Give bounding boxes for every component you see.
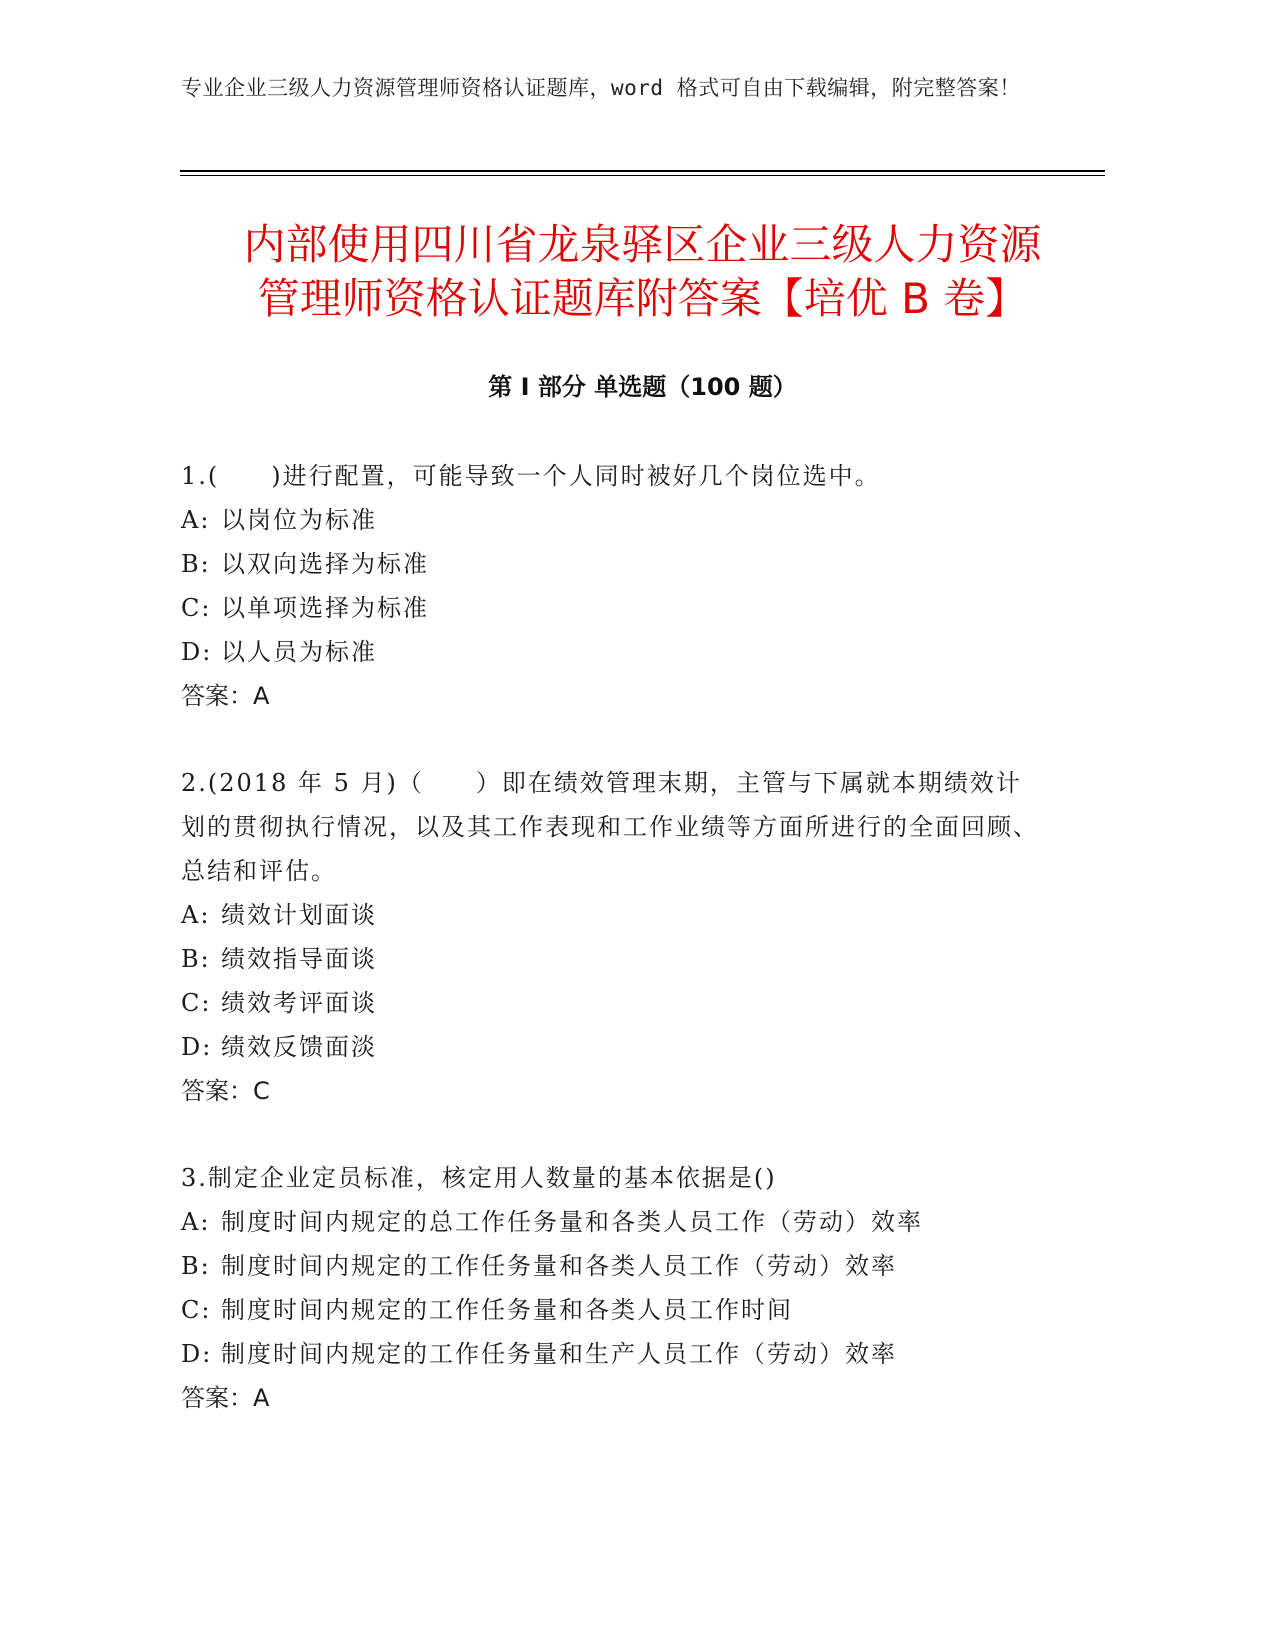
question-option — [181, 630, 1041, 674]
question-answer: 答案：C — [181, 1077, 270, 1105]
option-text: 绩效指导面谈 — [221, 945, 377, 973]
question-option — [181, 981, 1041, 1025]
question-item — [181, 1156, 1041, 1420]
question-item — [181, 454, 1041, 718]
option-letter: D: — [181, 1340, 213, 1368]
option-text: 以人员为标准 — [221, 638, 377, 666]
question-option — [181, 542, 1041, 586]
option-text: 以双向选择为标准 — [221, 550, 429, 578]
header-divider-thin — [180, 175, 1105, 176]
question-stem: 3.制定企业定员标准，核定用人数量的基本依据是() — [181, 1164, 777, 1192]
option-letter: A: — [181, 901, 211, 929]
question-answer: 答案：A — [181, 1384, 270, 1412]
question-option — [181, 1244, 1041, 1288]
question-answer: 答案：A — [181, 682, 270, 710]
question-list — [181, 454, 1041, 1463]
question-option — [181, 937, 1041, 981]
option-text: 制度时间内规定的工作任务量和生产人员工作（劳动）效率 — [221, 1340, 897, 1368]
header-note: 专业企业三级人力资源管理师资格认证题库，word 格式可自由下载编辑，附完整答案！ — [181, 76, 1021, 100]
document-title-line-1: 内部使用四川省龙泉驿区企业三级人力资源 — [243, 220, 1042, 269]
question-option — [181, 586, 1041, 630]
option-text: 绩效考评面谈 — [221, 989, 377, 1017]
header-divider-thick — [180, 170, 1105, 172]
document-title-line-2: 管理师资格认证题库附答案【培优 B 卷】 — [257, 274, 1028, 323]
option-letter: B: — [181, 1252, 211, 1280]
option-text: 制度时间内规定的工作任务量和各类人员工作时间 — [221, 1296, 793, 1324]
question-option — [181, 1332, 1041, 1376]
option-letter: D: — [181, 1033, 213, 1061]
option-letter: A: — [181, 506, 211, 534]
option-letter: C: — [181, 1296, 212, 1324]
option-letter: B: — [181, 550, 211, 578]
option-letter: D: — [181, 638, 213, 666]
option-letter: C: — [181, 594, 212, 622]
option-text: 绩效计划面谈 — [221, 901, 377, 929]
section-heading: 第 I 部分 单选题（100 题） — [488, 373, 797, 401]
option-text: 以单项选择为标准 — [221, 594, 429, 622]
option-text: 以岗位为标准 — [221, 506, 377, 534]
option-letter: C: — [181, 989, 212, 1017]
document-title — [180, 218, 1105, 326]
option-letter: A: — [181, 1208, 211, 1236]
question-option — [181, 893, 1041, 937]
question-stem: 2.(2018 年 5 月)（ ）即在绩效管理末期，主管与下属就本期绩效计划的贯彻执行情况，以及其工作表现和工作业绩等方面所进行的全面回顾、总结和评估。 — [181, 769, 1039, 885]
option-text: 制度时间内规定的总工作任务量和各类人员工作（劳动）效率 — [221, 1208, 923, 1236]
question-option — [181, 498, 1041, 542]
question-option — [181, 1200, 1041, 1244]
question-option — [181, 1288, 1041, 1332]
option-text: 制度时间内规定的工作任务量和各类人员工作（劳动）效率 — [221, 1252, 897, 1280]
question-item — [181, 761, 1041, 1113]
option-text: 绩效反馈面淡 — [221, 1033, 377, 1061]
option-letter: B: — [181, 945, 211, 973]
question-stem: 1.( )进行配置，可能导致一个人同时被好几个岗位选中。 — [181, 462, 881, 490]
question-option — [181, 1025, 1041, 1069]
